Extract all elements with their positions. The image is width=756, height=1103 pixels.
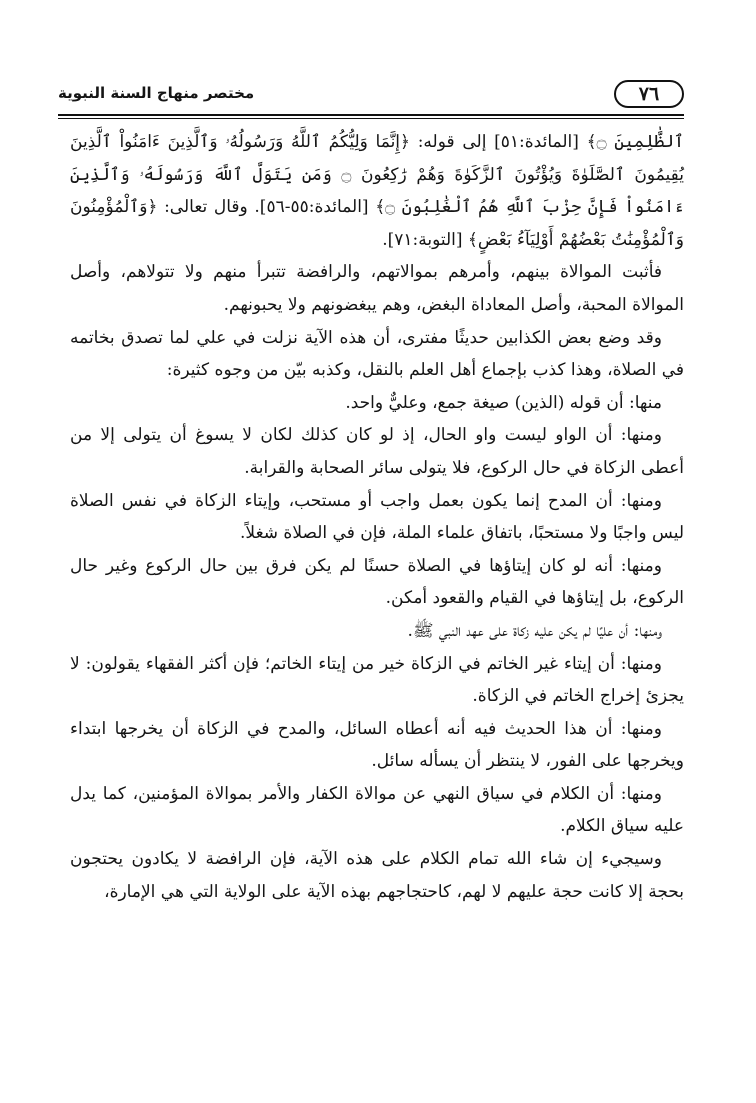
paragraph: ومنها: أن المدح إنما يكون بعمل واجب أو مستحب، وإيتاء الزكاة في نفس الصلاة ليس واجبًا ولا مستحبًا، باتفاق علماء الملة، فإن في الصلاة شغلاً.	[70, 490, 684, 544]
paragraph: ومنها: أن هذا الحديث فيه أنه أعطاه السائل، والمدح في الزكاة أن يخرجها ابتداء ويخرجها على الفور، لا ينتظر أن يسأله سائل.	[70, 718, 684, 772]
page-body	[70, 126, 684, 908]
paragraph: ومنها: أن عليًا لم يكن عليه زكاة على عهد النبي ﷺ.	[407, 620, 662, 641]
paragraph: وسيجيء إن شاء الله تمام الكلام على هذه الآية، فإن الرافضة لا يكادون يحتجون بحجة إلا كانت حجة عليهم لا لهم، كاحتجاجهم بهذه الآية على الولاية التي هي الإمارة،	[70, 849, 684, 902]
paragraph: فأثبت الموالاة بينهم، وأمرهم بموالاتهم، والرافضة تتبرأ منهم ولا تتولاهم، وأصل الموالاة المحبة، وأصل المعاداة البغض، وهم يبغضونهم ولا يحبونهم.	[70, 262, 684, 315]
quran-continuation: ٱلظَّٰلِمِينَ ۝﴾ [المائدة:٥١] إلى قوله: ﴿إِنَّمَا وَلِيُّكُمُ ٱللَّهُ وَرَسُولُهُۥ وَٱلَّذِينَ ءَامَنُواْ ٱلَّذِينَ يُقِيمُونَ ٱلصَّلَوٰةَ وَيُؤْتُونَ ٱلزَّكَوٰةَ وَهُمْ رَٰكِعُونَ ۝ وَمَن يَتَوَلَّ ٱللَّهَ وَرَسُولَهُۥ وَٱلَّذِينَ ءَامَنُواْ فَإِنَّ حِزْبَ ٱللَّهِ هُمُ ٱلْغَٰلِبُونَ ۝﴾ [المائدة:٥٥-٥٦]. وقال تعالى: ﴿وَٱلْمُؤْمِنُونَ وَٱلْمُؤْمِنَٰتُ بَعْضُهُمْ أَوْلِيَآءُ بَعْضٍ﴾ [التوبة:٧١].	[70, 132, 684, 250]
running-title: مختصر منهاج السنة النبوية	[58, 84, 255, 102]
paragraph: وقد وضع بعض الكذابين حديثًا مفترى، أن هذه الآية نزلت في علي لما تصدق بخاتمه في الصلاة، وهذا كذب بإجماع أهل العلم بالنقل، وكذبه بيّن من وجوه كثيرة:	[70, 327, 684, 381]
paragraph: ومنها: أن الواو ليست واو الحال، إذ لو كان كذلك لكان لا يسوغ أن يتولى إلا من أعطى الزكاة في حال الركوع، فلا يتولى سائر الصحابة والقرابة.	[70, 425, 684, 478]
header-rule	[58, 114, 684, 116]
paragraph: ومنها: أن الكلام في سياق النهي عن موالاة الكفار والأمر بموالاة المؤمنين، كما يدل عليه سياق الكلام.	[70, 783, 684, 837]
page-number: ٧٦	[614, 80, 684, 108]
paragraph: ومنها: أن إيتاء غير الخاتم في الزكاة خير من إيتاء الخاتم؛ فإن أكثر الفقهاء يقولون: لا يجزئ إخراج الخاتم في الزكاة.	[70, 653, 684, 707]
header-rule-thin	[58, 118, 684, 119]
paragraph: منها: أن قوله (الذين) صيغة جمع، وعليٌّ واحد.	[345, 392, 662, 413]
page-header	[58, 76, 684, 116]
paragraph: ومنها: أنه لو كان إيتاؤها في الصلاة حسنًا لم يكن فرق بين حال الركوع وغير حال الركوع، بل إيتاؤها في القيام والقعود أمكن.	[70, 555, 684, 609]
